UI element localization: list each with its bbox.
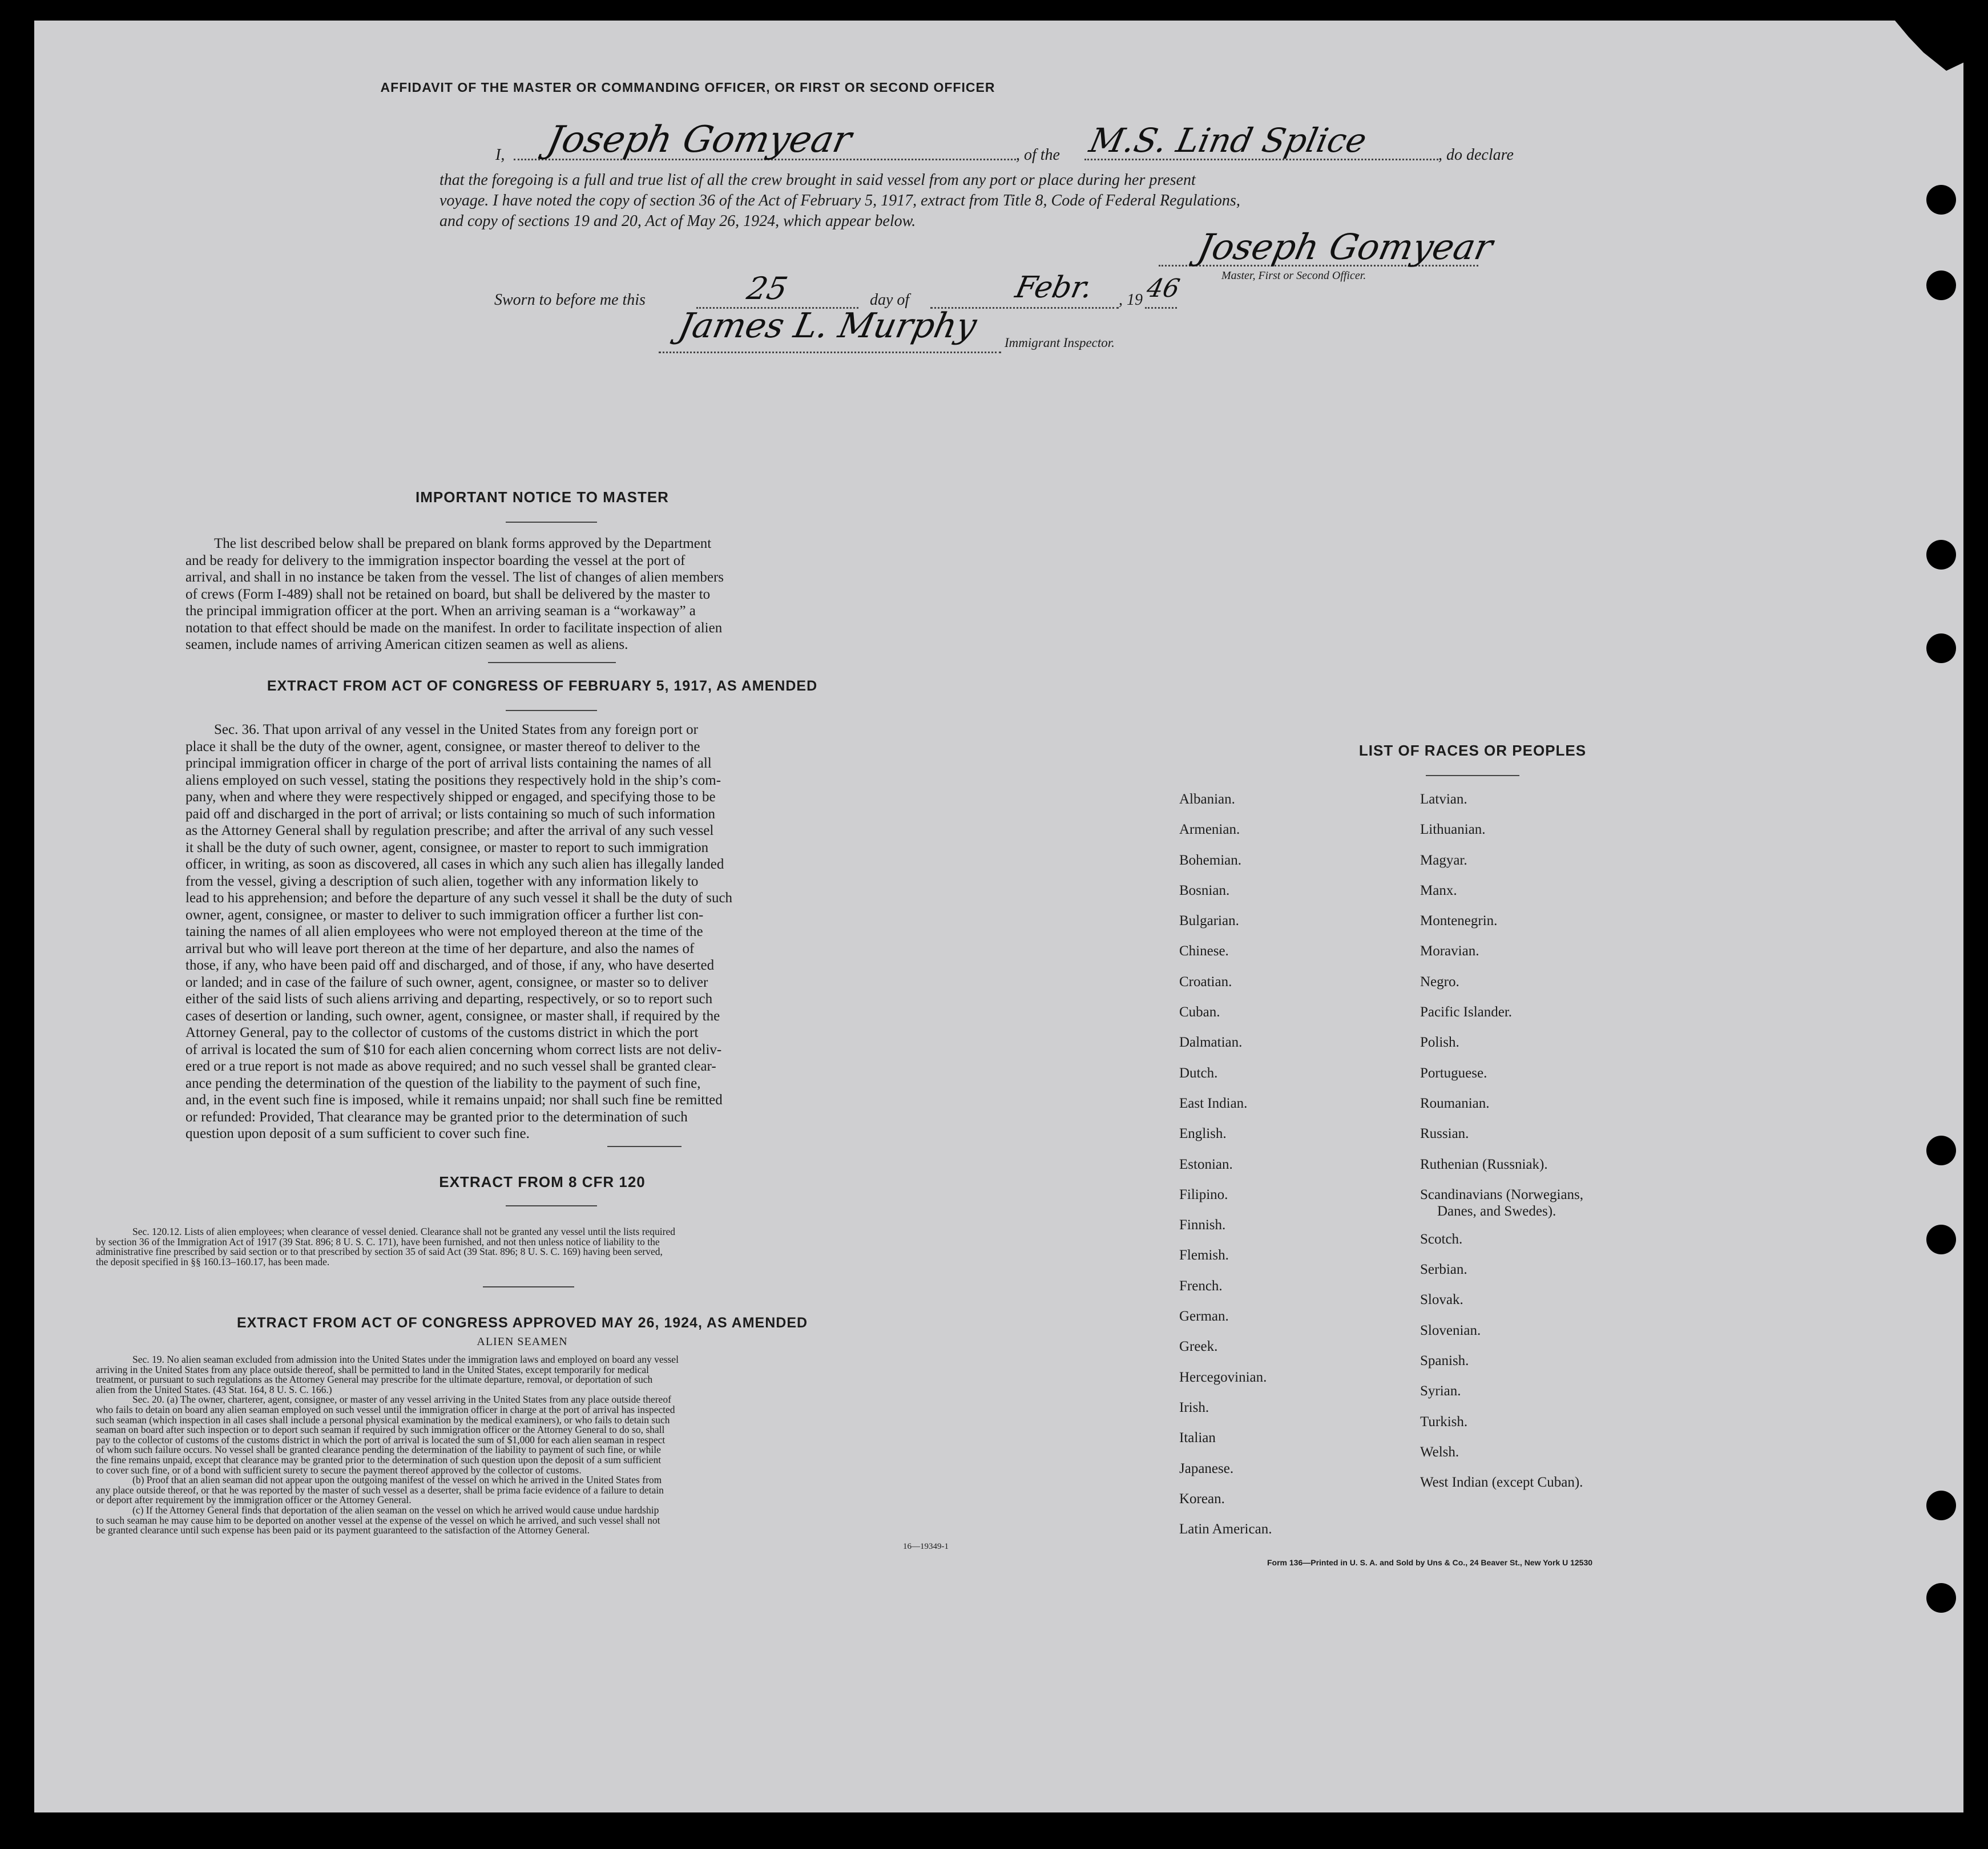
extract-1917-line: and, in the event such fine is imposed, while it remains unpaid; nor shall such fine be remitted bbox=[186, 1092, 723, 1108]
punch-hole bbox=[1926, 540, 1956, 570]
extract-cfr-rule bbox=[506, 1205, 597, 1206]
race-item: Slovenian. bbox=[1420, 1322, 1481, 1338]
extract-1924-line: or deport after requirement by the immigration officer or the Attorney General. bbox=[96, 1494, 412, 1506]
extract-1917-line: question upon deposit of a sum sufficient to cover such fine. bbox=[186, 1126, 530, 1141]
punch-hole bbox=[1926, 271, 1956, 300]
race-item: Dutch. bbox=[1179, 1065, 1218, 1081]
extract-1917-line: or refunded: Provided, That clearance may be granted prior to the determination of such bbox=[186, 1109, 688, 1125]
i-label: I, bbox=[495, 146, 505, 164]
race-item: Turkish. bbox=[1420, 1414, 1468, 1430]
race-item: Hercegovinian. bbox=[1179, 1369, 1267, 1385]
extract-1917-line: paid off and discharged in the port of arrival; or lists containing so much of such information bbox=[186, 806, 716, 822]
race-item: Spanish. bbox=[1420, 1353, 1469, 1369]
master-signature: Joseph Gomyear bbox=[1194, 226, 1497, 268]
extract-1924-subheading: ALIEN SEAMEN bbox=[477, 1335, 568, 1348]
race-item: Syrian. bbox=[1420, 1383, 1461, 1399]
cfr-rule-top bbox=[607, 1146, 682, 1147]
affidavit-line-4: and copy of sections 19 and 20, Act of May 26, 1924, which appear below. bbox=[439, 212, 916, 230]
race-item: Greek. bbox=[1179, 1339, 1218, 1355]
race-item: Magyar. bbox=[1420, 852, 1467, 868]
race-item-scand-line-2: Danes, and Swedes). bbox=[1437, 1203, 1556, 1219]
extract-1917-line: as the Attorney General shall by regulation prescribe; and after the arrival of any such vessel bbox=[186, 823, 714, 838]
notice-line: the principal immigration officer at the port. When an arriving seaman is a “workaway” a bbox=[186, 603, 696, 619]
extract-cfr-body bbox=[96, 1227, 949, 1267]
extract-1924-line: such seaman (which inspection in all cases shall include a personal physical examination by the medical examiners), or who fails to detain such bbox=[96, 1414, 670, 1426]
year-value: 46 bbox=[1144, 274, 1183, 303]
race-item: Cuban. bbox=[1179, 1004, 1220, 1020]
extract-1924-line: treatment, or pursuant to such regulations as the Attorney General may prescribe for the ultimate departure, removal, or deportation of such bbox=[96, 1374, 653, 1386]
extract-1917-line: owner, agent, consignee, or master to deliver to such immigration officer a further list con- bbox=[186, 907, 704, 923]
extract-1917-heading: EXTRACT FROM ACT OF CONGRESS OF FEBRUARY 5, 1917, AS AMENDED bbox=[267, 678, 818, 694]
race-item: Portuguese. bbox=[1420, 1065, 1487, 1081]
race-item: Irish. bbox=[1179, 1399, 1209, 1415]
extract-1917-line: place it shall be the duty of the owner, agent, consignee, or master thereof to deliver to the bbox=[186, 738, 700, 754]
extract-1917-line: principal immigration officer in charge of the port of arrival lists containing the names of all bbox=[186, 756, 712, 771]
do-declare-label: , do declare bbox=[1438, 146, 1514, 164]
notice-rule bbox=[506, 522, 597, 523]
race-item: Negro. bbox=[1420, 974, 1459, 990]
extract-1924-line: to cover such fine, or of a bond with sufficient surety to secure the payment thereof approved by the collector of customs. bbox=[96, 1464, 582, 1476]
extract-1917-line: those, if any, who have been paid off and discharged, and of those, if any, who have deserted bbox=[186, 958, 715, 973]
race-item: Chinese. bbox=[1179, 943, 1229, 959]
day-value: 25 bbox=[744, 271, 791, 306]
extract-1917-line: cases of desertion or landing, such owner, agent, consignee, or master shall, if required by the bbox=[186, 1008, 720, 1024]
notice-heading: IMPORTANT NOTICE TO MASTER bbox=[416, 489, 669, 506]
sworn-label: Sworn to before me this bbox=[494, 291, 646, 309]
race-item: French. bbox=[1179, 1278, 1223, 1294]
race-item: Lithuanian. bbox=[1420, 822, 1486, 838]
affidavit-line-3: voyage. I have noted the copy of section 36 of the Act of February 5, 1917, extract from Title 8, Code of Federal Regulations, bbox=[439, 192, 1240, 209]
race-item: Polish. bbox=[1420, 1035, 1459, 1051]
extract-1924-line: Sec. 20. (a) The owner, charterer, agent, consignee, or master of any vessel arriving in the United States from any place outside thereof bbox=[132, 1394, 671, 1406]
extract-1924-line: be granted clearance until such expense has been paid or its payment guaranteed to the satisfaction of the Attorney General. bbox=[96, 1524, 590, 1536]
race-item: Welsh. bbox=[1420, 1444, 1459, 1460]
printer-line: Form 136—Printed in U. S. A. and Sold by Uns & Co., 24 Beaver St., New York U 12530 bbox=[1267, 1558, 1593, 1567]
punch-hole bbox=[1926, 1491, 1956, 1520]
extract-1917-line: Attorney General, pay to the collector of customs of the customs district in which the port bbox=[186, 1025, 699, 1040]
race-item: English. bbox=[1179, 1126, 1227, 1142]
punch-hole bbox=[1926, 185, 1956, 215]
inspector-signature: James L. Murphy bbox=[675, 306, 981, 346]
notice-line: The list described below shall be prepared on blank forms approved by the Department bbox=[214, 536, 712, 551]
extract-1924-line: of whom such failure occurs. No vessel shall be granted clearance pending the determination of the liability to payment of such fine, or while bbox=[96, 1444, 661, 1456]
extract-1924-line: to such seaman he may cause him to be deported on another vessel at the expense of the vessel on which he arrived, and such vessel shall not bbox=[96, 1514, 660, 1526]
race-item: Bosnian. bbox=[1179, 882, 1230, 898]
notice-line: seamen, include names of arriving American citizen seamen as well as aliens. bbox=[186, 637, 628, 652]
master-caption: Master, First or Second Officer. bbox=[1221, 269, 1366, 282]
race-item: Croatian. bbox=[1179, 974, 1232, 990]
race-item: Serbian. bbox=[1420, 1262, 1467, 1278]
extract-1924-line: the fine remains unpaid, except that clearance may be granted prior to the determination of such question upon the deposit of a sum sufficient bbox=[96, 1454, 662, 1466]
notice-rule-2 bbox=[488, 662, 616, 663]
race-item: Latin American. bbox=[1179, 1521, 1272, 1537]
race-item: Bohemian. bbox=[1179, 852, 1242, 868]
punch-hole bbox=[1926, 633, 1956, 663]
affidavit-heading: AFFIDAVIT OF THE MASTER OR COMMANDING OFFICER, OR FIRST OR SECOND OFFICER bbox=[380, 80, 995, 95]
extract-1924-line: (b) Proof that an alien seaman did not appear upon the outgoing manifest of the vessel on which he arrived in the United States from bbox=[132, 1474, 662, 1486]
cfr-rule-bottom bbox=[483, 1286, 574, 1287]
year-line bbox=[1144, 274, 1183, 309]
punch-hole bbox=[1926, 1225, 1956, 1254]
race-item: Moravian. bbox=[1420, 943, 1479, 959]
extract-1924-line: arriving in the United States from any place outside thereof, shall be permitted to land in the United States, except temporarily for medical bbox=[96, 1363, 650, 1375]
race-item: East Indian. bbox=[1179, 1095, 1248, 1111]
extract-1917-line: ered or a true report is not made as above required; and no such vessel shall be granted clear- bbox=[186, 1059, 716, 1074]
races-heading: LIST OF RACES OR PEOPLES bbox=[1358, 742, 1587, 759]
extract-1917-line: lead to his apprehension; and before the departure of any such vessel it shall be the duty of such bbox=[186, 890, 733, 906]
extract-cfr-line: the deposit specified in §§ 160.13–160.17, has been made. bbox=[96, 1255, 330, 1267]
race-item: Pacific Islander. bbox=[1420, 1004, 1513, 1020]
race-item: Japanese. bbox=[1179, 1460, 1234, 1476]
extract-1917-line: of arrival is located the sum of $10 for each alien concerning whom correct lists are not deliv- bbox=[186, 1041, 722, 1057]
race-item: Montenegrin. bbox=[1420, 913, 1498, 929]
day-of-label: day of bbox=[870, 291, 910, 309]
extract-1917-line: ance pending the determination of the question of the liability to the payment of such fine, bbox=[186, 1075, 701, 1091]
races-right-column bbox=[1420, 784, 1583, 1498]
race-item: Armenian. bbox=[1179, 822, 1240, 838]
month-value: Febr. bbox=[1012, 271, 1096, 305]
affidavit-line-2: that the foregoing is a full and true list of all the crew brought in said vessel from any port or place during her present bbox=[439, 171, 1196, 189]
inspector-caption: Immigrant Inspector. bbox=[1005, 336, 1115, 350]
extract-1924-line: alien from the United States. (43 Stat. 164, 8 U. S. C. 166.) bbox=[96, 1383, 332, 1395]
master-name-line bbox=[514, 119, 1016, 161]
extract-1917-line: arrival but who will leave port thereon at the time of her departure, and also the names of bbox=[186, 940, 695, 956]
race-item-scandinavians bbox=[1420, 1180, 1583, 1224]
race-item: Albanian. bbox=[1179, 792, 1235, 807]
master-name-signature: Joseph Gomyear bbox=[543, 119, 856, 161]
extract-1917-line: it shall be the duty of such owner, agent, consignee, or master to report to such immigration bbox=[186, 839, 709, 855]
race-item: Korean. bbox=[1179, 1491, 1225, 1507]
extract-1917-line: pany, when and where they were respectively shipped or engaged, and specifying those to be bbox=[186, 789, 716, 805]
extract-1917-line: Sec. 36. That upon arrival of any vessel in the United States from any foreign port or bbox=[214, 722, 698, 737]
extract-1924-form-code: 16—19349-1 bbox=[903, 1542, 949, 1551]
document-page bbox=[34, 21, 1963, 1812]
extract-cfr-line: administrative fine prescribed by said section or to that prescribed by section 35 of said Act (39 Stat. 896; 8 U. S. C. 169) having been served, bbox=[96, 1246, 663, 1258]
punch-hole bbox=[1926, 1583, 1956, 1613]
race-item: Italian bbox=[1179, 1430, 1216, 1446]
race-item: German. bbox=[1179, 1309, 1229, 1325]
extract-cfr-line: Sec. 120.12. Lists of alien employees; when clearance of vessel denied. Clearance shall not be granted any vessel until the lists required bbox=[132, 1226, 676, 1237]
extract-1924-line: any place outside thereof, or that he was reported by the master of such vessel as a deserter, shall be prima facie evidence of a failure to detain bbox=[96, 1484, 664, 1496]
race-item: Slovak. bbox=[1420, 1292, 1463, 1308]
of-the-label: , of the bbox=[1016, 146, 1060, 164]
extract-1917-body bbox=[186, 721, 865, 1142]
vessel-name-line bbox=[1084, 121, 1438, 160]
race-item: Flemish. bbox=[1179, 1248, 1229, 1263]
extract-1924-line: Sec. 19. No alien seaman excluded from admission into the United States under the immigration laws and employed on board any vessel bbox=[132, 1354, 679, 1365]
vessel-name-signature: M.S. Lind Splice bbox=[1086, 121, 1370, 160]
race-item: Roumanian. bbox=[1420, 1095, 1490, 1111]
race-item: Bulgarian. bbox=[1179, 913, 1239, 929]
punch-hole bbox=[1926, 1136, 1956, 1165]
extract-1917-line: or landed; and in case of the failure of such owner, agent, consignee, or master so to deliver bbox=[186, 974, 708, 990]
extract-1924-body bbox=[96, 1355, 949, 1536]
extract-1917-line: aliens employed on such vessel, stating the positions they respectively hold in the ship’s com- bbox=[186, 772, 721, 788]
extract-1917-line: officer, in writing, as soon as discovered, all cases in which any such alien has illegally landed bbox=[186, 857, 724, 872]
race-item: Scotch. bbox=[1420, 1231, 1463, 1247]
race-item: Latvian. bbox=[1420, 792, 1467, 807]
torn-corner bbox=[1895, 21, 1963, 112]
races-rule bbox=[1426, 775, 1519, 776]
race-item: Manx. bbox=[1420, 882, 1457, 898]
extract-cfr-heading: EXTRACT FROM 8 CFR 120 bbox=[439, 1173, 646, 1190]
notice-body bbox=[186, 535, 865, 653]
race-item: Dalmatian. bbox=[1179, 1035, 1243, 1051]
race-item: Estonian. bbox=[1179, 1156, 1233, 1172]
extract-1924-line: who fails to detain on board any alien seaman employed on such vessel until the immigration officer in charge at the port of arrival has inspected bbox=[96, 1403, 675, 1415]
race-item: Finnish. bbox=[1179, 1217, 1226, 1233]
notice-line: of crews (Form I-489) shall not be retained on board, but shall be delivered by the master to bbox=[186, 586, 711, 602]
extract-1917-line: taining the names of all alien employees who were not employed thereon at the time of the bbox=[186, 924, 703, 939]
extract-1917-line: from the vessel, giving a description of such alien, together with any information likely to bbox=[186, 873, 699, 889]
notice-line: arrival, and shall in no instance be taken from the vessel. The list of changes of alien members bbox=[186, 570, 724, 585]
race-item: Filipino. bbox=[1179, 1186, 1228, 1202]
extract-1924-line: (c) If the Attorney General finds that deportation of the alien seaman on the vessel on which he arrived would cause undue hardship bbox=[132, 1504, 659, 1516]
race-item-scand-line-1: Scandinavians (Norwegians, bbox=[1420, 1186, 1584, 1202]
race-item: Russian. bbox=[1420, 1126, 1469, 1142]
extract-1924-heading: EXTRACT FROM ACT OF CONGRESS APPROVED MAY 26, 1924, AS AMENDED bbox=[236, 1315, 808, 1331]
notice-line: and be ready for delivery to the immigration inspector boarding the vessel at the port of bbox=[186, 552, 685, 568]
race-item: Ruthenian (Russniak). bbox=[1420, 1156, 1548, 1172]
extract-cfr-line: by section 36 of the Immigration Act of 1917 (39 Stat. 896; 8 U. S. C. 171), have been furnished, and not then unless notice of liability to the bbox=[96, 1236, 660, 1248]
extract-1917-rule bbox=[506, 710, 597, 711]
extract-1924-line: pay to the collector of customs of the customs district in which the port of arrival is located the sum of $1,000 for each alien seaman in respect bbox=[96, 1434, 666, 1446]
year-prefix: , 19 bbox=[1119, 291, 1143, 309]
extract-1917-line: either of the said lists of such aliens arriving and departing, respectively, or so to report such bbox=[186, 991, 713, 1007]
extract-1924-line: seaman on board after such inspection or to deport such seaman if required by such immigration officer or the Attorney General to do so, shall bbox=[96, 1424, 665, 1436]
races-left-column bbox=[1179, 784, 1272, 1544]
race-item: West Indian (except Cuban). bbox=[1420, 1475, 1583, 1491]
notice-line: notation to that effect should be made on the manifest. In order to facilitate inspection of alien bbox=[186, 620, 723, 636]
